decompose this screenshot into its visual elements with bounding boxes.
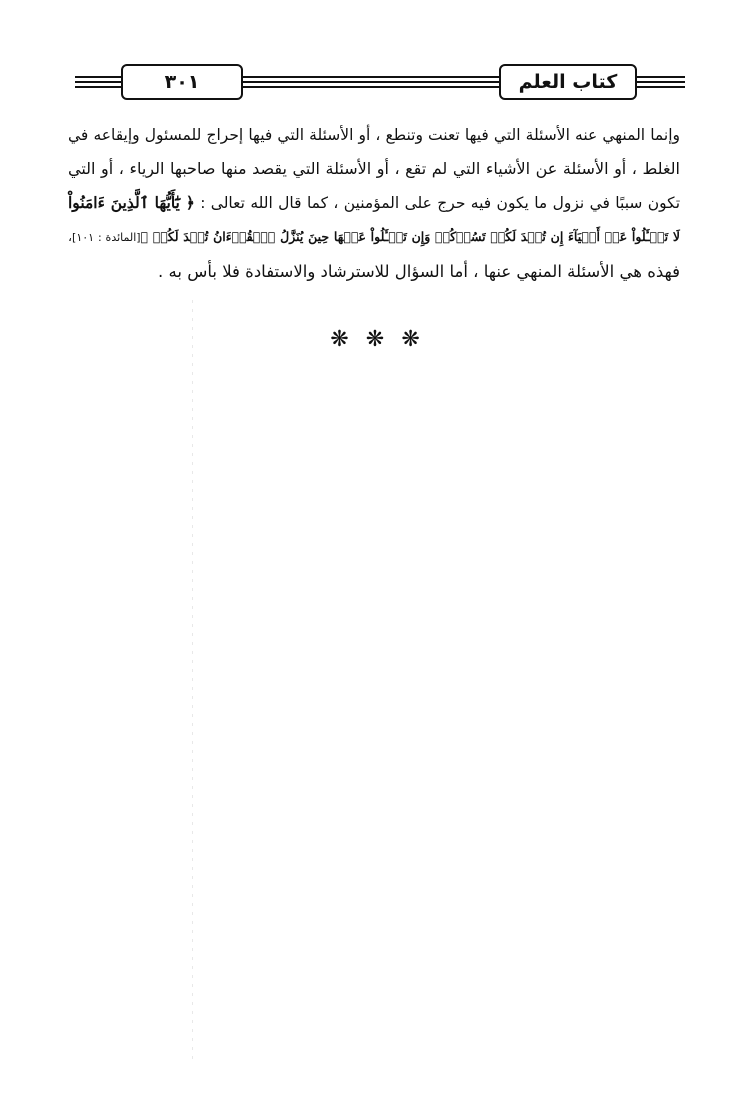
body-line-3 [68,186,680,220]
line-4-comma: ، [68,229,73,244]
quran-verse-start: ﴿ يَٰٓأَيُّهَا ٱلَّذِينَ ءَامَنُواْ [68,193,195,212]
body-line-5: فهذه هي الأسئلة المنهي عنها ، أما السؤال للاسترشاد والاستفادة فلا بأس به . [158,262,680,281]
body-line-4 [68,220,680,255]
separator-star-icon: ❋ [401,327,420,352]
separator-star-icon: ❋ [330,327,349,352]
scan-artifact [192,300,193,1060]
verse-citation: [المائدة : ١٠١] [72,231,141,244]
chapter-title: كتاب العلم [518,70,618,93]
quran-verse-continued: لَا تَسۡـَٔلُواْ عَنۡ أَشۡيَآءَ إِن تُبۡدَ لَكُمۡ تَسُؤۡكُمۡ وَإِن تَسۡـَٔلُواْ عَنۡهَا حِينَ يُنَزَّلُ ٱلۡقُرۡءَانُ تُبۡدَ لَكُمۡ ﴾ [140,229,680,244]
page-number-box [121,64,243,100]
section-separator [0,327,750,352]
body-paragraph [68,118,680,289]
body-line-3-text: تكون سببًا في نزول ما يكون فيه حرج على المؤمنين ، كما قال الله تعالى : [200,194,681,212]
body-line-1: وإنما المنهي عنه الأسئلة التي فيها تعنت وتنطع ، أو الأسئلة التي فيها إحراج للمسئول وإيقاعه في [68,126,680,144]
separator-star-icon: ❋ [365,327,385,352]
page-header [75,62,685,102]
chapter-title-box [499,64,637,100]
body-line-2: الغلط ، أو الأسئلة عن الأشياء التي لم تقع ، أو الأسئلة التي يقصد منها صاحبها الرياء ، أو التي [68,159,680,178]
page-number: ٣٠١ [164,70,200,93]
